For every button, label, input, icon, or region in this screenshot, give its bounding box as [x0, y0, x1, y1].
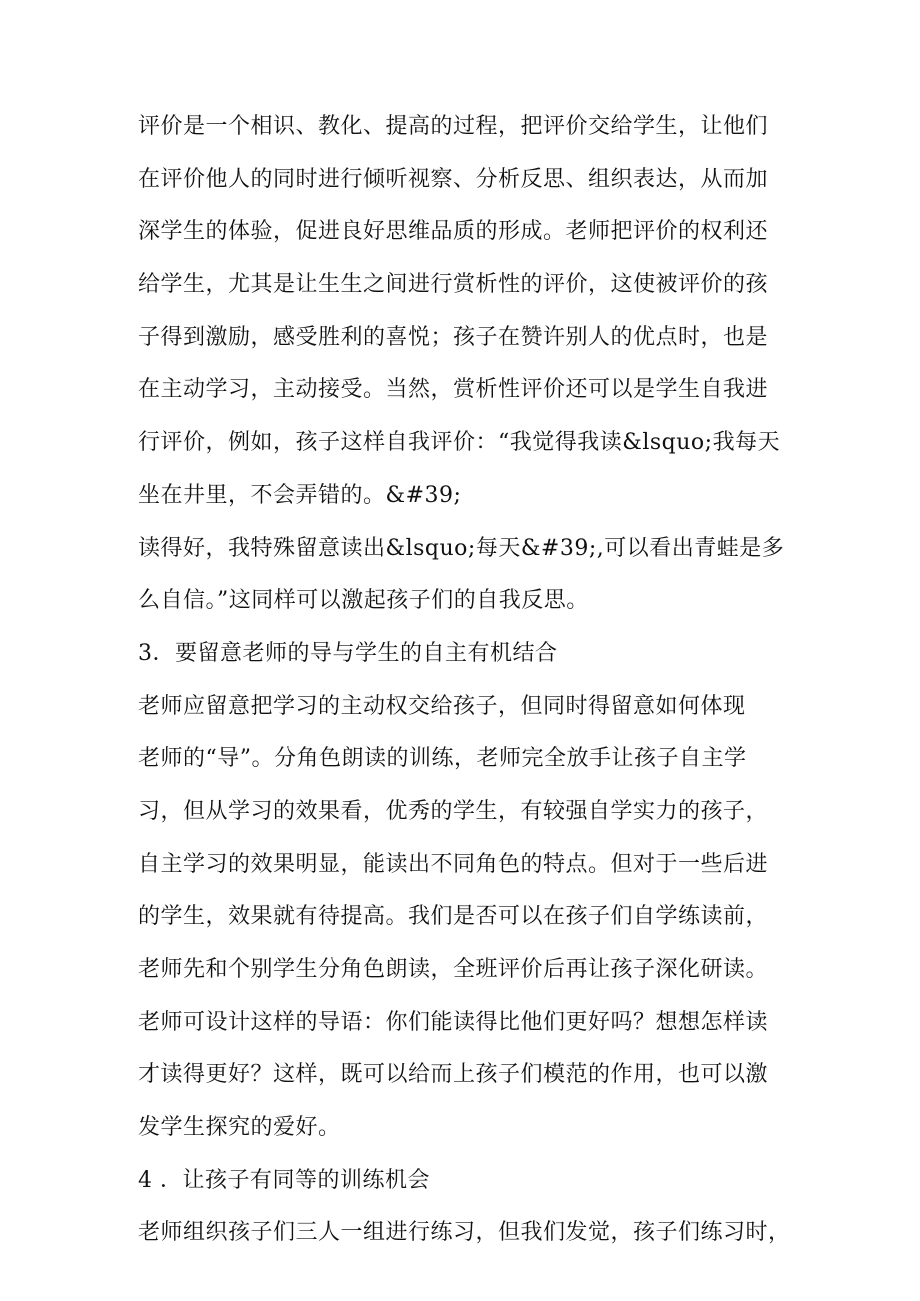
text-line-3: 深学生的体验，促进良好思维品质的形成。老师把评价的权利还	[138, 219, 769, 244]
text-line-18: 老师可设计这样的导语：你们能读得比他们更好吗？想想怎样读	[138, 1010, 769, 1035]
text-line-2: 在评价他人的同时进行倾听视察、分析反思、组织表达，从而加	[138, 167, 769, 192]
text-line-12: 老师应留意把学习的主动权交给孩子，但同时得留意如何体现	[138, 694, 746, 719]
text-line-14: 习，但从学习的效果看，优秀的学生，有较强自学实力的孩子，	[138, 799, 769, 824]
text-line-1: 评价是一个相识、教化、提高的过程，把评价交给学生，让他们	[138, 114, 769, 139]
text-line-6: 在主动学习，主动接受。当然，赏析性评价还可以是学生自我进	[138, 377, 769, 402]
text-line-22: 老师组织孩子们三人一组进行练习，但我们发觉，孩子们练习时，	[138, 1220, 791, 1245]
text-line-5: 子得到激励，感受胜利的喜悦；孩子在赞许别人的优点时，也是	[138, 325, 769, 350]
section-heading-4: 4 ．让孩子有同等的训练机会	[138, 1168, 430, 1193]
text-line-17: 老师先和个别学生分角色朗读，全班评价后再让孩子深化研读。	[138, 957, 769, 982]
text-line-15: 自主学习的效果明显，能读出不同角色的特点。但对于一些后进	[138, 852, 769, 877]
text-line-20: 发学生探究的爱好。	[138, 1115, 341, 1140]
text-line-10: 么自信。”这同样可以激起孩子们的自我反思。	[138, 588, 589, 613]
text-line-8: 坐在井里，不会弄错的。&#39;	[138, 483, 462, 508]
text-line-7: 行评价，例如，孩子这样自我评价：“我觉得我读&lsquo;我每天	[138, 430, 781, 455]
text-line-13: 老师的“导”。分角色朗读的训练，老师完全放手让孩子自主学	[138, 746, 747, 771]
text-line-19: 才读得更好？这样，既可以给而上孩子们模范的作用，也可以激	[138, 1062, 769, 1087]
section-heading-3: 3．要留意老师的导与学生的自主有机结合	[138, 641, 558, 666]
text-line-16: 的学生，效果就有待提高。我们是否可以在孩子们自学练读前，	[138, 904, 769, 929]
text-line-9: 读得好，我特殊留意读出&lsquo;每天&#39;,可以看出青蛙是多	[138, 536, 785, 561]
text-line-4: 给学生，尤其是让生生之间进行赏析性的评价，这使被评价的孩	[138, 272, 769, 297]
